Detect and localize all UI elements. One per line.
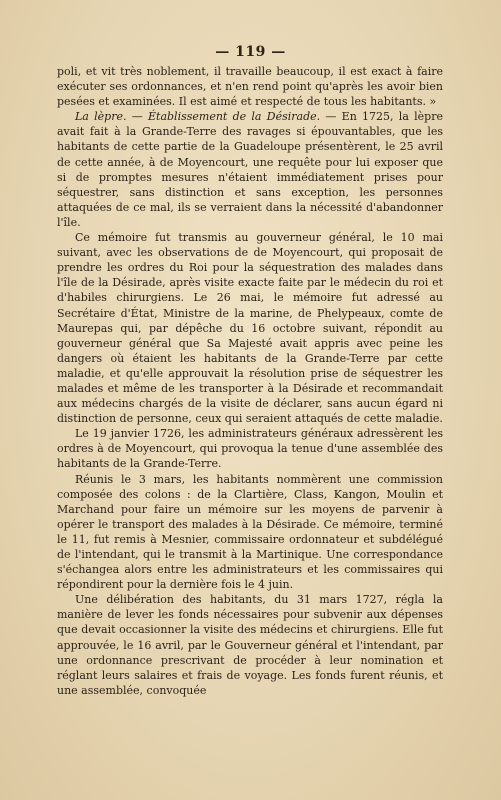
body-text [57, 64, 443, 698]
paragraph: Le 19 janvier 1726, les administrateurs généraux adressèrent les ordres à de Moyencourt, qui provoqua la tenue d'une assemblée des habitants de la Grande-Terre. [57, 427, 443, 471]
paragraph-leprosy [57, 109, 443, 230]
paragraph: Ce mémoire fut transmis au gouverneur général, le 10 mai suivant, avec les observations de de Moyencourt, qui proposait de prendre les ordres du Roi pour la séquestration des malades dans l'île de la Désirade, après visite exacte faite par le médecin du roi et d'habiles chirurgiens. Le 26 mai, le mémoire fut adressé au Secrétaire d'État, Ministre de la marine, de Phelypeaux, comte de Maurepas qui, par dépêche du 16 octobre suivant, répondit au gouverneur général que Sa Majesté avait appris avec peine les dangers où étaient les habitants de la Grande-Terre par cette maladie, et qu'elle approuvait la résolution prise de séquestrer les malades et même de les transporter à la Désirade et recommandait aux médecins chargés de la visite de déclarer, sans aucun égard ni distinction de personne, ceux qui seraient attaqués de cette maladie. [57, 231, 443, 426]
paragraph: Une délibération des habitants, du 31 mars 1727, régla la manière de lever les fonds nécessaires pour subvenir aux dépenses que devait occasionner la visite des médecins et chirurgiens. Elle fut approuvée, le 16 avril, par le Gouverneur général et l'intendant, par une ordonnance prescrivant de procéder à leur nomination et réglant leurs salaires et frais de voyage. Les fonds furent réunis, et une assemblée, convoquée [57, 593, 443, 697]
paragraph-continuation: poli, et vit très noblement, il travaille beaucoup, il est exact à faire exécuter ses ordonnances, et n'en rend point qu'après les avoir bien pesées et examinées. Il est aimé et respecté de tous les habitants. » [57, 65, 443, 109]
section-heading: La lèpre. — Établissement de la Désirade. [75, 110, 321, 124]
paragraph: Réunis le 3 mars, les habitants nommèrent une commission composée des colons : de la Clartière, Class, Kangon, Moulin et Marchand pour faire un mémoire sur les moyens de parvenir à opérer le transport des malades à la Désirade. Ce mémoire, terminé le 11, fut remis à Mesnier, commissaire ordonnateur et subdélégué de l'intendant, qui le transmit à la Martinique. Une correspondance s'échangea alors entre les administrateurs et les commissaires qui répondirent pour la dernière fois le 4 juin. [57, 472, 443, 592]
paragraph-text: — En 1725, la lèpre avait fait à la Grande-Terre des ravages si épouvantables, que les habitants de cette partie de la Guadeloupe présentèrent, le 25 avril de cette année, à de Moyencourt, une requête pour lui exposer que si de promptes mesures n'étaient immédiatement prises pour séquestrer, sans distinction et sans exception, les personnes attaquées de ce mal, ils se verraient dans la nécessité d'abandonner l'île. [57, 110, 443, 229]
page-number: — 119 — [215, 44, 286, 60]
